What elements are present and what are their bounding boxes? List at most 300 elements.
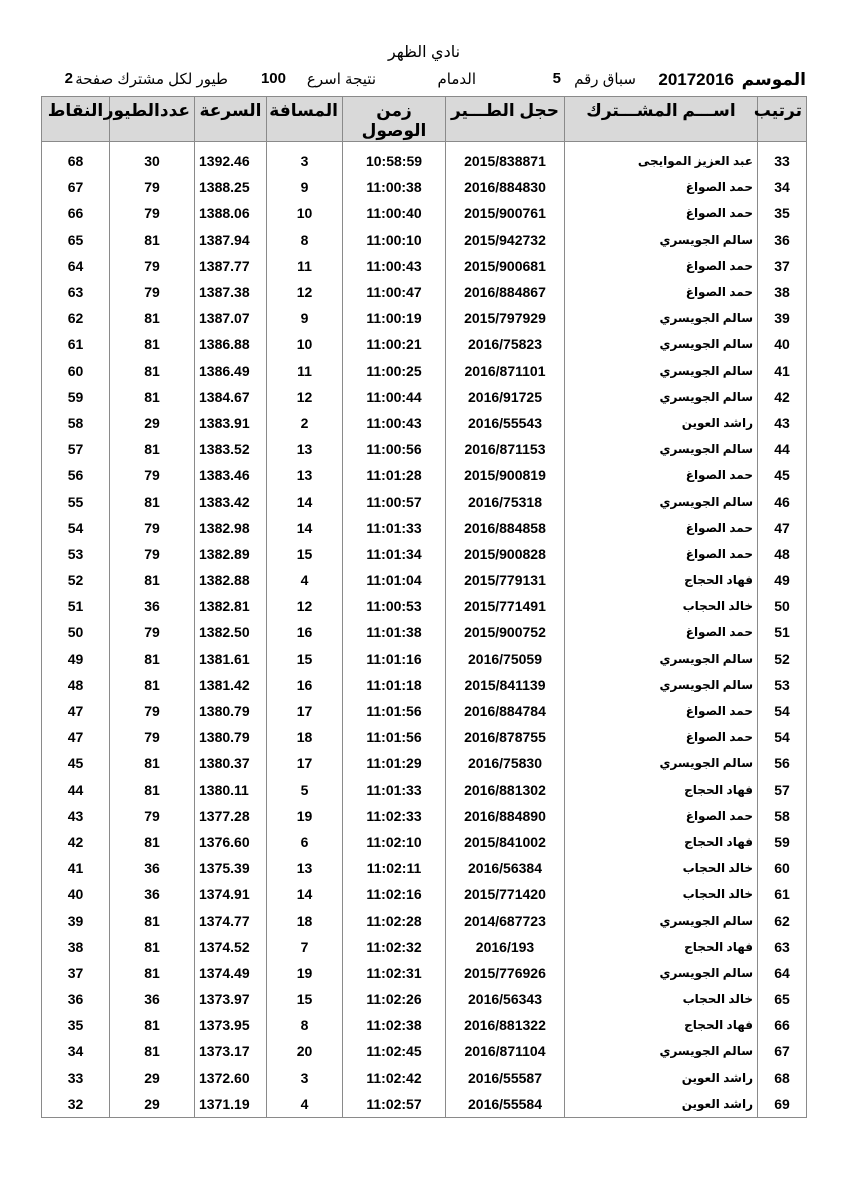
cell-rank: 61: [758, 881, 807, 907]
cell-distance: 11: [267, 253, 343, 279]
cell-member-name: حمد الصواغ: [565, 200, 758, 226]
cell-bird-count: 79: [110, 174, 195, 200]
cell-bird-count: 81: [110, 750, 195, 776]
cell-speed: 1382.81: [195, 593, 267, 619]
cell-points: 39: [42, 907, 110, 933]
cell-points: 43: [42, 803, 110, 829]
cell-rank: 62: [758, 907, 807, 933]
season-value: 20172016: [658, 70, 734, 89]
cell-points: 32: [42, 1091, 110, 1118]
cell-speed: 1373.97: [195, 986, 267, 1012]
cell-ring-number: 2015/779131: [446, 567, 565, 593]
cell-speed: 1380.79: [195, 698, 267, 724]
table-row: [42, 410, 807, 436]
cell-points: 35: [42, 1012, 110, 1038]
cell-points: 48: [42, 672, 110, 698]
table-row: [42, 384, 807, 410]
cell-ring-number: 2016/56384: [446, 855, 565, 881]
cell-ring-number: 2015/797929: [446, 305, 565, 331]
cell-distance: 7: [267, 934, 343, 960]
cell-member-name: خالد الحجاب: [565, 881, 758, 907]
cell-arrival-time: 11:01:38: [343, 619, 446, 645]
cell-arrival-time: 11:00:43: [343, 253, 446, 279]
cell-rank: 57: [758, 777, 807, 803]
cell-ring-number: 2015/900819: [446, 462, 565, 488]
table-row: [42, 227, 807, 253]
cell-bird-count: 79: [110, 803, 195, 829]
cell-distance: 20: [267, 1038, 343, 1064]
cell-bird-count: 81: [110, 829, 195, 855]
cell-member-name: سالم الجويسري: [565, 331, 758, 357]
cell-speed: 1382.88: [195, 567, 267, 593]
cell-ring-number: 2015/900681: [446, 253, 565, 279]
cell-speed: 1373.17: [195, 1038, 267, 1064]
cell-rank: 67: [758, 1038, 807, 1064]
cell-rank: 52: [758, 646, 807, 672]
cell-member-name: فهاد الحجاج: [565, 1012, 758, 1038]
cell-rank: 44: [758, 436, 807, 462]
cell-arrival-time: 11:01:28: [343, 462, 446, 488]
page-number: 2: [64, 70, 73, 87]
cell-points: 65: [42, 227, 110, 253]
cell-speed: 1380.79: [195, 724, 267, 750]
table-row: [42, 986, 807, 1012]
cell-speed: 1376.60: [195, 829, 267, 855]
cell-ring-number: 2015/900761: [446, 200, 565, 226]
cell-points: 56: [42, 462, 110, 488]
table-row: [42, 488, 807, 514]
cell-points: 53: [42, 541, 110, 567]
cell-rank: 42: [758, 384, 807, 410]
cell-points: 41: [42, 855, 110, 881]
cell-member-name: حمد الصواغ: [565, 724, 758, 750]
cell-member-name: حمد الصواغ: [565, 279, 758, 305]
cell-ring-number: 2016/881302: [446, 777, 565, 803]
table-row: [42, 593, 807, 619]
cell-arrival-time: 11:00:21: [343, 331, 446, 357]
cell-rank: 58: [758, 803, 807, 829]
page-title: نادي الظهر: [387, 44, 461, 61]
cell-distance: 13: [267, 855, 343, 881]
cell-points: 44: [42, 777, 110, 803]
cell-distance: 4: [267, 1091, 343, 1118]
cell-arrival-time: 11:00:44: [343, 384, 446, 410]
cell-member-name: حمد الصواغ: [565, 253, 758, 279]
cell-ring-number: 2015/771420: [446, 881, 565, 907]
cell-arrival-time: 11:02:28: [343, 907, 446, 933]
cell-member-name: حمد الصواغ: [565, 803, 758, 829]
column-header-time: زمن الوصول: [343, 97, 446, 142]
cell-points: 58: [42, 410, 110, 436]
cell-rank: 56: [758, 750, 807, 776]
cell-ring-number: 2016/884890: [446, 803, 565, 829]
cell-bird-count: 81: [110, 227, 195, 253]
cell-rank: 66: [758, 1012, 807, 1038]
cell-speed: 1381.61: [195, 646, 267, 672]
cell-ring-number: 2016/56343: [446, 986, 565, 1012]
table-row: [42, 724, 807, 750]
cell-ring-number: 2015/771491: [446, 593, 565, 619]
cell-ring-number: 2016/193: [446, 934, 565, 960]
cell-rank: 38: [758, 279, 807, 305]
cell-ring-number: 2016/871101: [446, 358, 565, 384]
cell-distance: 9: [267, 305, 343, 331]
cell-member-name: سالم الجويسري: [565, 960, 758, 986]
cell-arrival-time: 11:02:32: [343, 934, 446, 960]
cell-ring-number: 2016/55587: [446, 1065, 565, 1091]
table-row: [42, 672, 807, 698]
cell-arrival-time: 11:02:11: [343, 855, 446, 881]
cell-distance: 16: [267, 619, 343, 645]
cell-bird-count: 79: [110, 724, 195, 750]
table-row: [42, 253, 807, 279]
cell-ring-number: 2016/75823: [446, 331, 565, 357]
cell-distance: 3: [267, 1065, 343, 1091]
cell-bird-count: 81: [110, 331, 195, 357]
cell-distance: 3: [267, 148, 343, 174]
cell-ring-number: 2016/884867: [446, 279, 565, 305]
cell-ring-number: 2015/776926: [446, 960, 565, 986]
race-city: الدمام: [437, 71, 476, 88]
cell-points: 51: [42, 593, 110, 619]
cell-arrival-time: 11:01:16: [343, 646, 446, 672]
cell-speed: 1372.60: [195, 1065, 267, 1091]
cell-bird-count: 81: [110, 1038, 195, 1064]
race-info-line: [50, 70, 806, 92]
cell-distance: 12: [267, 279, 343, 305]
cell-speed: 1386.49: [195, 358, 267, 384]
cell-bird-count: 79: [110, 515, 195, 541]
cell-speed: 1387.07: [195, 305, 267, 331]
cell-member-name: فهاد الحجاج: [565, 934, 758, 960]
cell-distance: 14: [267, 488, 343, 514]
table-row: [42, 960, 807, 986]
cell-arrival-time: 11:01:56: [343, 724, 446, 750]
cell-speed: 1375.39: [195, 855, 267, 881]
cell-distance: 11: [267, 358, 343, 384]
cell-speed: 1381.42: [195, 672, 267, 698]
cell-member-name: سالم الجويسري: [565, 384, 758, 410]
cell-ring-number: 2016/878755: [446, 724, 565, 750]
cell-rank: 41: [758, 358, 807, 384]
cell-rank: 69: [758, 1091, 807, 1118]
cell-rank: 53: [758, 672, 807, 698]
table-row: [42, 934, 807, 960]
cell-member-name: خالد الحجاب: [565, 986, 758, 1012]
table-header-row: [42, 97, 807, 142]
cell-member-name: حمد الصواغ: [565, 698, 758, 724]
cell-speed: 1380.37: [195, 750, 267, 776]
cell-bird-count: 79: [110, 279, 195, 305]
table-row: [42, 1091, 807, 1118]
cell-member-name: فهاد الحجاج: [565, 829, 758, 855]
cell-member-name: راشد العوين: [565, 410, 758, 436]
table-row: [42, 515, 807, 541]
cell-arrival-time: 11:00:38: [343, 174, 446, 200]
cell-rank: 63: [758, 934, 807, 960]
cell-speed: 1388.06: [195, 200, 267, 226]
cell-points: 42: [42, 829, 110, 855]
cell-member-name: حمد الصواغ: [565, 462, 758, 488]
cell-distance: 18: [267, 724, 343, 750]
cell-bird-count: 81: [110, 1012, 195, 1038]
cell-member-name: سالم الجويسري: [565, 907, 758, 933]
cell-rank: 40: [758, 331, 807, 357]
cell-ring-number: 2016/75830: [446, 750, 565, 776]
cell-bird-count: 36: [110, 986, 195, 1012]
cell-points: 47: [42, 724, 110, 750]
cell-ring-number: 2016/91725: [446, 384, 565, 410]
cell-points: 66: [42, 200, 110, 226]
table-row: [42, 646, 807, 672]
cell-arrival-time: 11:02:45: [343, 1038, 446, 1064]
cell-arrival-time: 11:01:33: [343, 515, 446, 541]
cell-distance: 9: [267, 174, 343, 200]
table-row: [42, 148, 807, 174]
cell-arrival-time: 11:00:53: [343, 593, 446, 619]
table-row: [42, 200, 807, 226]
cell-speed: 1383.42: [195, 488, 267, 514]
cell-speed: 1387.77: [195, 253, 267, 279]
table-row: [42, 436, 807, 462]
cell-arrival-time: 11:02:57: [343, 1091, 446, 1118]
cell-speed: 1371.19: [195, 1091, 267, 1118]
table-row: [42, 881, 807, 907]
cell-bird-count: 81: [110, 907, 195, 933]
cell-ring-number: 2015/900752: [446, 619, 565, 645]
cell-arrival-time: 11:00:40: [343, 200, 446, 226]
cell-ring-number: 2016/881322: [446, 1012, 565, 1038]
cell-ring-number: 2015/838871: [446, 148, 565, 174]
cell-arrival-time: 11:00:47: [343, 279, 446, 305]
cell-rank: 54: [758, 724, 807, 750]
cell-distance: 5: [267, 777, 343, 803]
cell-distance: 12: [267, 593, 343, 619]
table-row: [42, 777, 807, 803]
cell-speed: 1386.88: [195, 331, 267, 357]
cell-points: 37: [42, 960, 110, 986]
column-header-speed: السرعة: [195, 97, 267, 142]
cell-member-name: سالم الجويسري: [565, 1038, 758, 1064]
race-label: سباق رقم: [574, 71, 636, 88]
cell-distance: 10: [267, 200, 343, 226]
cell-rank: 36: [758, 227, 807, 253]
table-row: [42, 907, 807, 933]
table-row: [42, 619, 807, 645]
cell-points: 34: [42, 1038, 110, 1064]
cell-arrival-time: 11:00:25: [343, 358, 446, 384]
cell-rank: 51: [758, 619, 807, 645]
table-row: [42, 1012, 807, 1038]
cell-bird-count: 79: [110, 619, 195, 645]
cell-distance: 17: [267, 750, 343, 776]
results-table: [41, 96, 807, 1118]
cell-rank: 65: [758, 986, 807, 1012]
cell-points: 64: [42, 253, 110, 279]
cell-ring-number: 2015/841139: [446, 672, 565, 698]
cell-arrival-time: 11:01:34: [343, 541, 446, 567]
cell-speed: 1374.77: [195, 907, 267, 933]
cell-points: 67: [42, 174, 110, 200]
cell-distance: 15: [267, 986, 343, 1012]
cell-rank: 45: [758, 462, 807, 488]
cell-speed: 1383.52: [195, 436, 267, 462]
cell-points: 63: [42, 279, 110, 305]
table-row: [42, 803, 807, 829]
cell-bird-count: 79: [110, 253, 195, 279]
cell-member-name: فهاد الحجاج: [565, 567, 758, 593]
cell-rank: 33: [758, 148, 807, 174]
cell-rank: 48: [758, 541, 807, 567]
cell-rank: 39: [758, 305, 807, 331]
cell-member-name: حمد الصواغ: [565, 619, 758, 645]
cell-rank: 64: [758, 960, 807, 986]
column-header-name: اســـم المشـــترك: [565, 97, 758, 142]
table-row: [42, 279, 807, 305]
cell-ring-number: 2015/900828: [446, 541, 565, 567]
cell-bird-count: 81: [110, 488, 195, 514]
cell-points: 55: [42, 488, 110, 514]
cell-distance: 14: [267, 881, 343, 907]
cell-arrival-time: 11:01:33: [343, 777, 446, 803]
cell-points: 38: [42, 934, 110, 960]
cell-distance: 4: [267, 567, 343, 593]
cell-bird-count: 29: [110, 1091, 195, 1118]
cell-arrival-time: 11:02:26: [343, 986, 446, 1012]
cell-points: 57: [42, 436, 110, 462]
cell-arrival-time: 11:02:10: [343, 829, 446, 855]
cell-distance: 19: [267, 960, 343, 986]
cell-rank: 60: [758, 855, 807, 881]
cell-bird-count: 81: [110, 384, 195, 410]
cell-speed: 1388.25: [195, 174, 267, 200]
cell-bird-count: 29: [110, 1065, 195, 1091]
cell-distance: 10: [267, 331, 343, 357]
table-row: [42, 567, 807, 593]
cell-bird-count: 30: [110, 148, 195, 174]
cell-points: 52: [42, 567, 110, 593]
column-header-ring: حجل الطـــير: [446, 97, 565, 142]
cell-speed: 1392.46: [195, 148, 267, 174]
cell-distance: 8: [267, 227, 343, 253]
fastest-label: نتيجة اسرع: [306, 71, 376, 88]
cell-bird-count: 81: [110, 777, 195, 803]
cell-bird-count: 79: [110, 541, 195, 567]
cell-member-name: حمد الصواغ: [565, 541, 758, 567]
fastest-number: 100: [260, 70, 286, 87]
cell-points: 49: [42, 646, 110, 672]
cell-points: 68: [42, 148, 110, 174]
cell-rank: 50: [758, 593, 807, 619]
cell-speed: 1387.38: [195, 279, 267, 305]
table-body: [42, 142, 807, 1118]
table-row: [42, 305, 807, 331]
table-row: [42, 331, 807, 357]
cell-member-name: سالم الجويسري: [565, 436, 758, 462]
cell-member-name: حمد الصواغ: [565, 515, 758, 541]
cell-rank: 35: [758, 200, 807, 226]
cell-speed: 1383.91: [195, 410, 267, 436]
cell-rank: 68: [758, 1065, 807, 1091]
cell-arrival-time: 11:01:04: [343, 567, 446, 593]
cell-points: 61: [42, 331, 110, 357]
cell-points: 40: [42, 881, 110, 907]
cell-speed: 1374.52: [195, 934, 267, 960]
cell-member-name: عبد العزيز الموايجى: [565, 148, 758, 174]
cell-member-name: سالم الجويسري: [565, 227, 758, 253]
cell-bird-count: 81: [110, 567, 195, 593]
cell-bird-count: 36: [110, 881, 195, 907]
cell-ring-number: 2016/75318: [446, 488, 565, 514]
cell-rank: 49: [758, 567, 807, 593]
cell-bird-count: 79: [110, 200, 195, 226]
cell-arrival-time: 11:01:56: [343, 698, 446, 724]
cell-arrival-time: 11:02:31: [343, 960, 446, 986]
cell-distance: 15: [267, 646, 343, 672]
cell-rank: 46: [758, 488, 807, 514]
cell-ring-number: 2016/884830: [446, 174, 565, 200]
cell-bird-count: 81: [110, 960, 195, 986]
cell-points: 50: [42, 619, 110, 645]
cell-points: 33: [42, 1065, 110, 1091]
cell-speed: 1373.95: [195, 1012, 267, 1038]
cell-points: 59: [42, 384, 110, 410]
cell-distance: 14: [267, 515, 343, 541]
table-row: [42, 855, 807, 881]
cell-points: 47: [42, 698, 110, 724]
cell-arrival-time: 11:00:56: [343, 436, 446, 462]
cell-distance: 6: [267, 829, 343, 855]
table-row: [42, 829, 807, 855]
cell-ring-number: 2016/55584: [446, 1091, 565, 1118]
cell-distance: 17: [267, 698, 343, 724]
cell-rank: 43: [758, 410, 807, 436]
table-row: [42, 541, 807, 567]
cell-points: 60: [42, 358, 110, 384]
cell-member-name: راشد العوين: [565, 1091, 758, 1118]
column-header-points: النقاط: [42, 97, 110, 142]
race-number: 5: [552, 70, 561, 87]
cell-rank: 59: [758, 829, 807, 855]
cell-bird-count: 36: [110, 855, 195, 881]
cell-member-name: سالم الجويسري: [565, 646, 758, 672]
cell-rank: 54: [758, 698, 807, 724]
cell-bird-count: 81: [110, 646, 195, 672]
column-header-birds: عددالطيور: [110, 97, 195, 142]
cell-speed: 1387.94: [195, 227, 267, 253]
cell-distance: 12: [267, 384, 343, 410]
table-row: [42, 174, 807, 200]
cell-ring-number: 2016/884858: [446, 515, 565, 541]
per-member-label: طيور لكل مشترك صفحة: [75, 71, 228, 88]
cell-member-name: خالد الحجاب: [565, 855, 758, 881]
table-row: [42, 462, 807, 488]
cell-arrival-time: 10:58:59: [343, 148, 446, 174]
cell-arrival-time: 11:01:18: [343, 672, 446, 698]
cell-distance: 19: [267, 803, 343, 829]
cell-member-name: خالد الحجاب: [565, 593, 758, 619]
cell-arrival-time: 11:02:38: [343, 1012, 446, 1038]
cell-distance: 8: [267, 1012, 343, 1038]
cell-speed: 1382.89: [195, 541, 267, 567]
cell-ring-number: 2016/55543: [446, 410, 565, 436]
cell-speed: 1377.28: [195, 803, 267, 829]
cell-speed: 1383.46: [195, 462, 267, 488]
cell-rank: 47: [758, 515, 807, 541]
cell-arrival-time: 11:02:16: [343, 881, 446, 907]
cell-ring-number: 2015/841002: [446, 829, 565, 855]
cell-rank: 34: [758, 174, 807, 200]
